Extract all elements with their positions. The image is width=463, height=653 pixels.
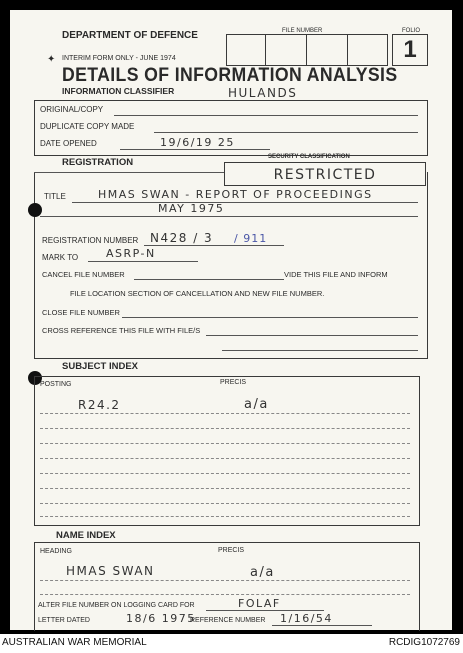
subject-precis-value: a/a (244, 397, 269, 412)
mark-to-label: MARK TO (42, 253, 79, 262)
registration-number-suffix: / 911 (234, 232, 268, 245)
archive-footer (0, 634, 463, 653)
reference-number-label: REFERENCE NUMBER (190, 617, 266, 624)
cancel-file-label: CANCEL FILE NUMBER (42, 270, 125, 279)
alter-file-label: ALTER FILE NUMBER ON LOGGING CARD FOR (38, 602, 195, 609)
form-sheet (10, 10, 452, 630)
classifier-label: INFORMATION CLASSIFIER (62, 86, 175, 96)
close-file-label: CLOSE FILE NUMBER (42, 308, 120, 317)
letter-dated-label: LETTER DATED (38, 617, 90, 624)
form-title: DETAILS OF INFORMATION ANALYSIS (62, 65, 398, 86)
registration-heading: REGISTRATION (62, 157, 134, 168)
mark-to-value: ASRP-N (106, 247, 156, 260)
duplicate-label: DUPLICATE COPY MADE (40, 122, 135, 131)
subject-index-heading: SUBJECT INDEX (62, 361, 139, 372)
registration-number-label: REGISTRATION NUMBER (42, 236, 139, 245)
name-index-heading: NAME INDEX (56, 530, 116, 541)
title-label: TITLE (44, 192, 66, 201)
security-classification-label: SECURITY CLASSIFICATION (268, 154, 350, 160)
precis-label: PRECIS (220, 379, 247, 386)
file-number-boxes (226, 34, 388, 66)
security-classification-value: RESTRICTED (224, 162, 426, 186)
original-copy-label: ORIGINAL/COPY (40, 105, 104, 114)
pointer-icon: ✦ (47, 54, 56, 65)
subject-posting-value: R24.2 (78, 398, 121, 412)
alter-file-value: FOLAF (238, 597, 281, 610)
file-number-label: FILE NUMBER (282, 28, 323, 34)
name-precis-value: a/a (250, 565, 275, 580)
cancel-file-line-2: FILE LOCATION SECTION OF CANCELLATION AND NEW FILE NUMBER. (70, 289, 325, 298)
cancel-file-tail: VIDE THIS FILE AND INFORM (284, 270, 388, 279)
punch-hole (28, 203, 42, 217)
posting-label: POSTING (40, 381, 72, 388)
heading-label: HEADING (40, 548, 72, 555)
interim-note: INTERIM FORM ONLY - JUNE 1974 (62, 55, 176, 62)
reference-number-value: 1/16/54 (280, 612, 333, 625)
archive-name: AUSTRALIAN WAR MEMORIAL (2, 637, 147, 648)
folio-box: 1 (392, 34, 428, 66)
name-precis-label: PRECIS (218, 547, 245, 554)
title-line-2: MAY 1975 (158, 202, 225, 215)
registration-number-value: N428 / 3 (150, 231, 214, 245)
letter-dated-value: 18/6 1975 (126, 612, 196, 625)
name-heading-value: HMAS SWAN (66, 564, 155, 578)
title-line-1: HMAS SWAN - REPORT OF PROCEEDINGS (98, 188, 373, 201)
department-label: DEPARTMENT OF DEFENCE (62, 30, 198, 41)
date-opened-value: 19/6/19 25 (160, 136, 235, 149)
cross-reference-label: CROSS REFERENCE THIS FILE WITH FILE/S (42, 326, 201, 335)
folio-label: FOLIO (402, 28, 421, 34)
record-id: RCDIG1072769 (388, 637, 460, 648)
date-opened-label: DATE OPENED (40, 139, 97, 148)
classifier-value: HULANDS (228, 86, 298, 100)
